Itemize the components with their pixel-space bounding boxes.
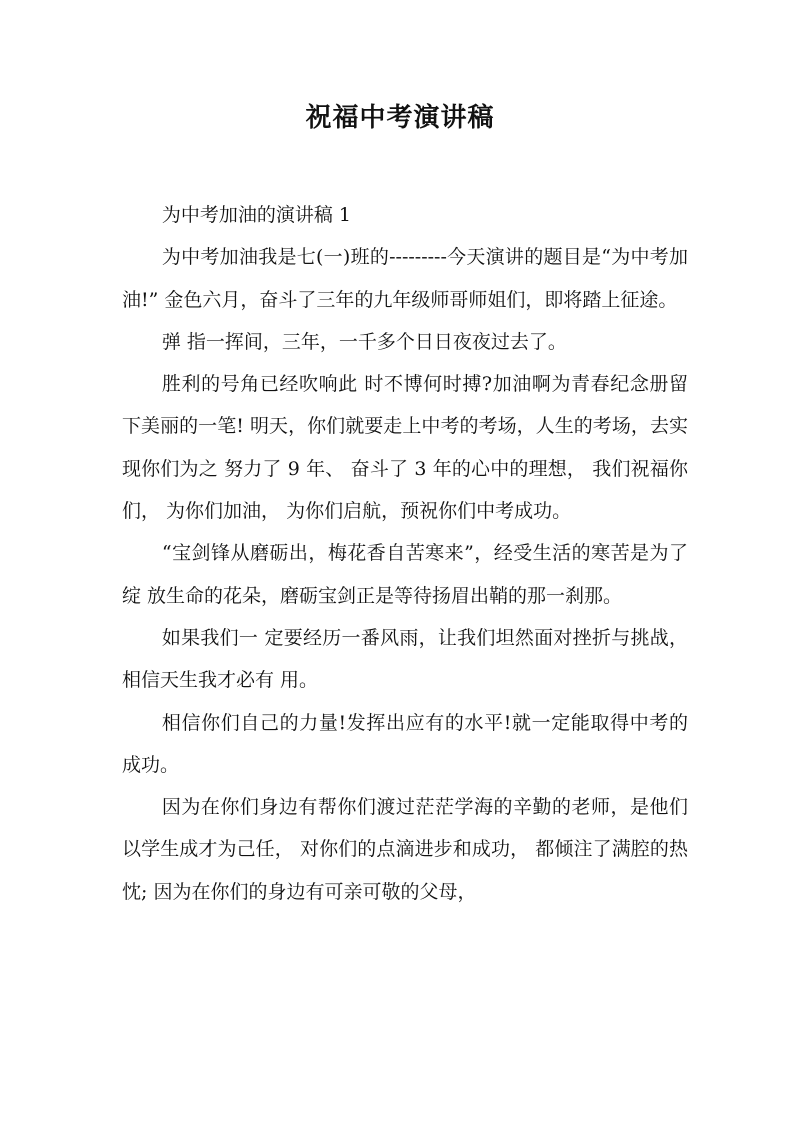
section-heading: 为中考加油的演讲稿 1 <box>161 204 352 226</box>
paragraph-6: 相信你们自己的力量!发挥出应有的水平!就一定能取得中考的 成功。 <box>122 711 688 776</box>
paragraph-3: 胜利的号角已经吹响此 时不博何时搏?加油啊为青春纪念册留下美丽的一笔! 明天，你们就要走上中考的考场，人生的考场，去实现你们为之 努力了 9 年、 奋斗了 3 年的心中的理想， 我们祝福你们， 为你们加油， 为你们启航，预祝你们中考成功。 <box>122 373 688 523</box>
paragraph-4: “宝剑锋从磨砺出，梅花香自苦寒来”，经受生活的寒苦是为了绽 放生命的花朵，磨砺宝剑正是等待扬眉出鞘的那一刹那。 <box>122 542 688 607</box>
paragraph-5: 如果我们一 定要经历一番风雨，让我们坦然面对挫折与挑战，相信天生我才必有 用。 <box>122 626 688 692</box>
paragraph-1: 为中考加油我是七(一)班的---------今天演讲的题目是“为中考加油!” 金色六月，奋斗了三年的九年级师哥师姐们，即将踏上征途。 <box>122 246 688 311</box>
paragraph-2: 弹 指一挥间，三年，一千多个日日夜夜过去了。 <box>161 330 567 353</box>
document-title: 祝福中考演讲稿 <box>305 103 495 133</box>
paragraph-7: 因为在你们身边有帮你们渡过茫茫学海的辛勤的老师，是他们 以学生成才为己任， 对你们的点滴进步和成功， 都倾注了满腔的热忱; 因为在你们的身边有可亲可敬的父母， <box>122 796 688 903</box>
document-body <box>122 194 688 913</box>
